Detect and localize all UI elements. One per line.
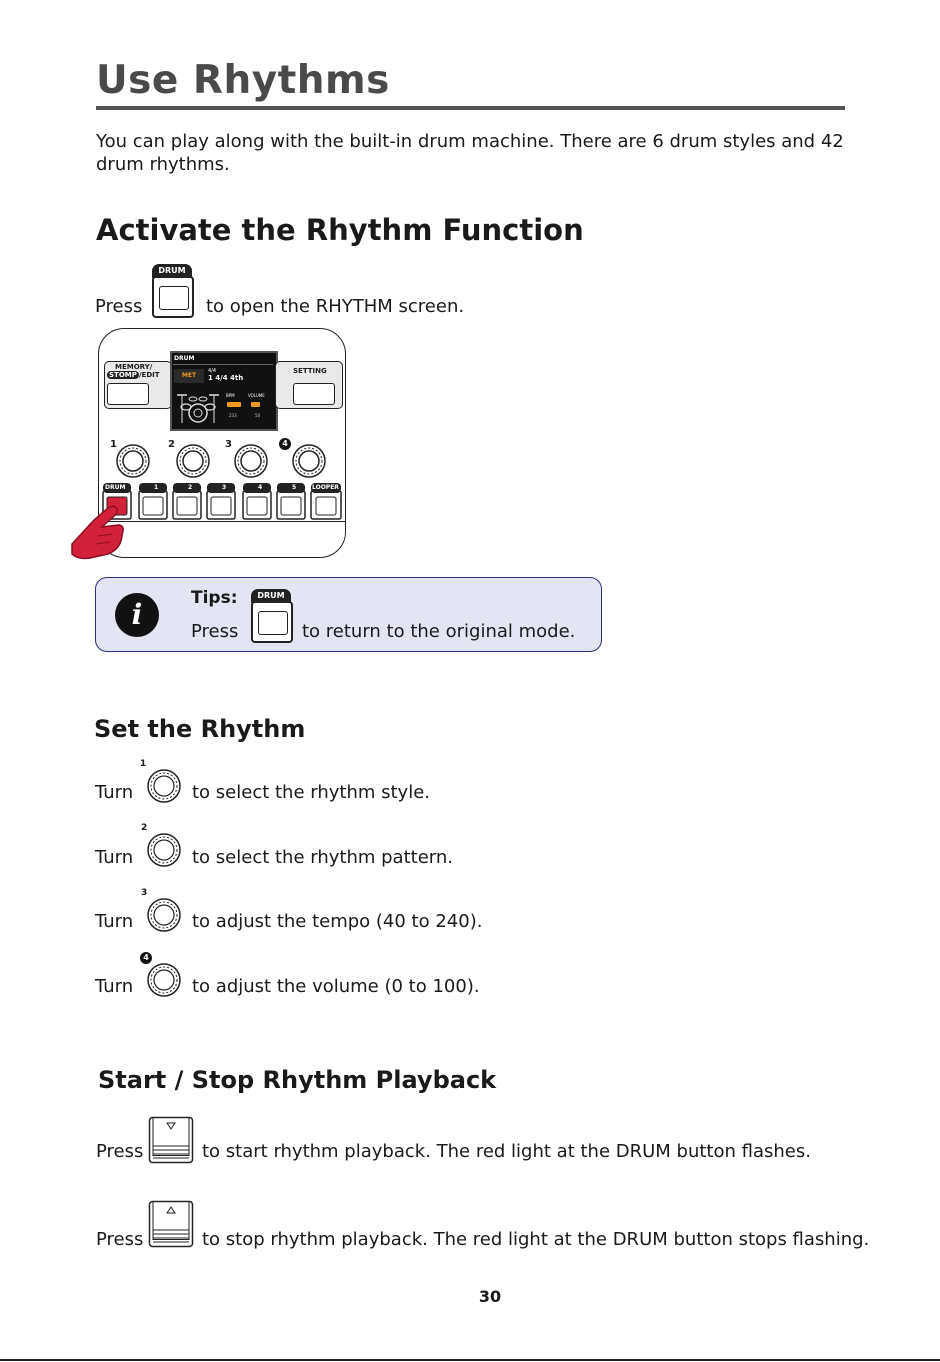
step-3-knob-number: 3: [141, 888, 148, 898]
step-4-verb: Turn: [95, 976, 134, 997]
step-1-text: to select the rhythm style.: [192, 782, 431, 803]
knob-1-icon: [146, 768, 182, 804]
playback-start-text: to start rhythm playback. The red light at the DRUM button flashes.: [202, 1141, 811, 1162]
step-2-verb: Turn: [95, 847, 134, 868]
section-heading-set-rhythm: Set the Rhythm: [94, 715, 306, 743]
step-2-text: to select the rhythm pattern.: [192, 847, 453, 868]
tips-drum-cap-label: DRUM: [251, 589, 291, 603]
section-heading-playback: Start / Stop Rhythm Playback: [98, 1066, 497, 1094]
step-1-verb: Turn: [95, 782, 134, 803]
step-3-verb: Turn: [95, 911, 134, 932]
tips-instruction: to return to the original mode.: [302, 621, 576, 642]
screen-sig-small: 4/4: [208, 368, 217, 374]
page-title: Use Rhythms: [96, 58, 390, 103]
btn-label-looper: LOOPER: [312, 484, 339, 491]
btn-label-2: 2: [188, 484, 193, 491]
step-3-text: to adjust the tempo (40 to 240).: [192, 911, 483, 932]
section-heading-activate: Activate the Rhythm Function: [96, 213, 584, 247]
knob-row: [115, 443, 343, 485]
playback-stop-text: to stop rhythm playback. The red light at the DRUM button stops flashing.: [202, 1229, 870, 1250]
knob-2-icon: [146, 832, 182, 868]
btn-label-1: 1: [154, 484, 159, 491]
btn-label-3: 3: [222, 484, 227, 491]
tips-press-label: Press: [191, 621, 239, 642]
edit-label: /EDIT: [139, 371, 160, 379]
screen-bpm-bar: [227, 402, 241, 407]
knob-label-3: 3: [225, 439, 232, 450]
bottom-divider: [0, 1359, 940, 1361]
screen-bpm-label: BPM: [226, 393, 235, 398]
screen-sig-big: 1 4/4 4th: [208, 374, 244, 382]
activate-press-label: Press: [95, 296, 143, 317]
info-icon: i: [115, 593, 159, 637]
screen-volume-label: VOLUME: [248, 393, 265, 398]
setting-button: [293, 383, 335, 405]
playback-start-verb: Press: [96, 1141, 144, 1162]
drum-button-icon: [152, 264, 194, 316]
activate-instruction: to open the RHYTHM screen.: [206, 296, 465, 317]
btn-label-drum: DRUM: [105, 484, 126, 491]
knob-label-2: 2: [168, 439, 175, 450]
screen-met: MET: [174, 369, 204, 383]
drum-kit-icon: [174, 387, 222, 425]
screen-volume-value: 50: [255, 413, 261, 418]
pedal-up-icon: [148, 1200, 194, 1248]
intro-paragraph: You can play along with the built-in drum machine. There are 6 drum styles and 42 drum rhythms.: [96, 131, 844, 175]
tips-label: Tips:: [191, 588, 238, 608]
drum-button-cap-label: DRUM: [152, 264, 192, 278]
knob-label-1: 1: [110, 439, 117, 450]
screen-volume-bar: [251, 402, 260, 407]
knob-label-4: 4: [279, 438, 291, 450]
pointing-hand-icon: [68, 498, 132, 562]
playback-stop-verb: Press: [96, 1229, 144, 1250]
stomp-label: STOMP: [109, 371, 137, 379]
screen-header: DRUM: [174, 355, 195, 362]
title-divider: [96, 106, 845, 110]
setting-label: SETTING: [293, 367, 327, 375]
btn-label-4: 4: [258, 484, 263, 491]
pedal-down-icon: [148, 1116, 194, 1164]
screen-bpm-value: 233: [229, 413, 237, 418]
knob-3-icon: [146, 897, 182, 933]
step-2-knob-number: 2: [141, 823, 148, 833]
step-4-knob-number: 4: [140, 952, 152, 964]
step-1-knob-number: 1: [140, 759, 147, 769]
btn-label-5: 5: [292, 484, 297, 491]
knob-4-icon: [146, 962, 182, 998]
rhythm-screen: [170, 351, 278, 431]
step-4-text: to adjust the volume (0 to 100).: [192, 976, 480, 997]
page-number: 30: [478, 1287, 502, 1306]
memory-label: MEMORY/: [115, 363, 153, 371]
device-panel-illustration: [98, 328, 346, 558]
memory-edit-button: [107, 383, 149, 405]
tips-drum-button-icon: [251, 589, 293, 641]
